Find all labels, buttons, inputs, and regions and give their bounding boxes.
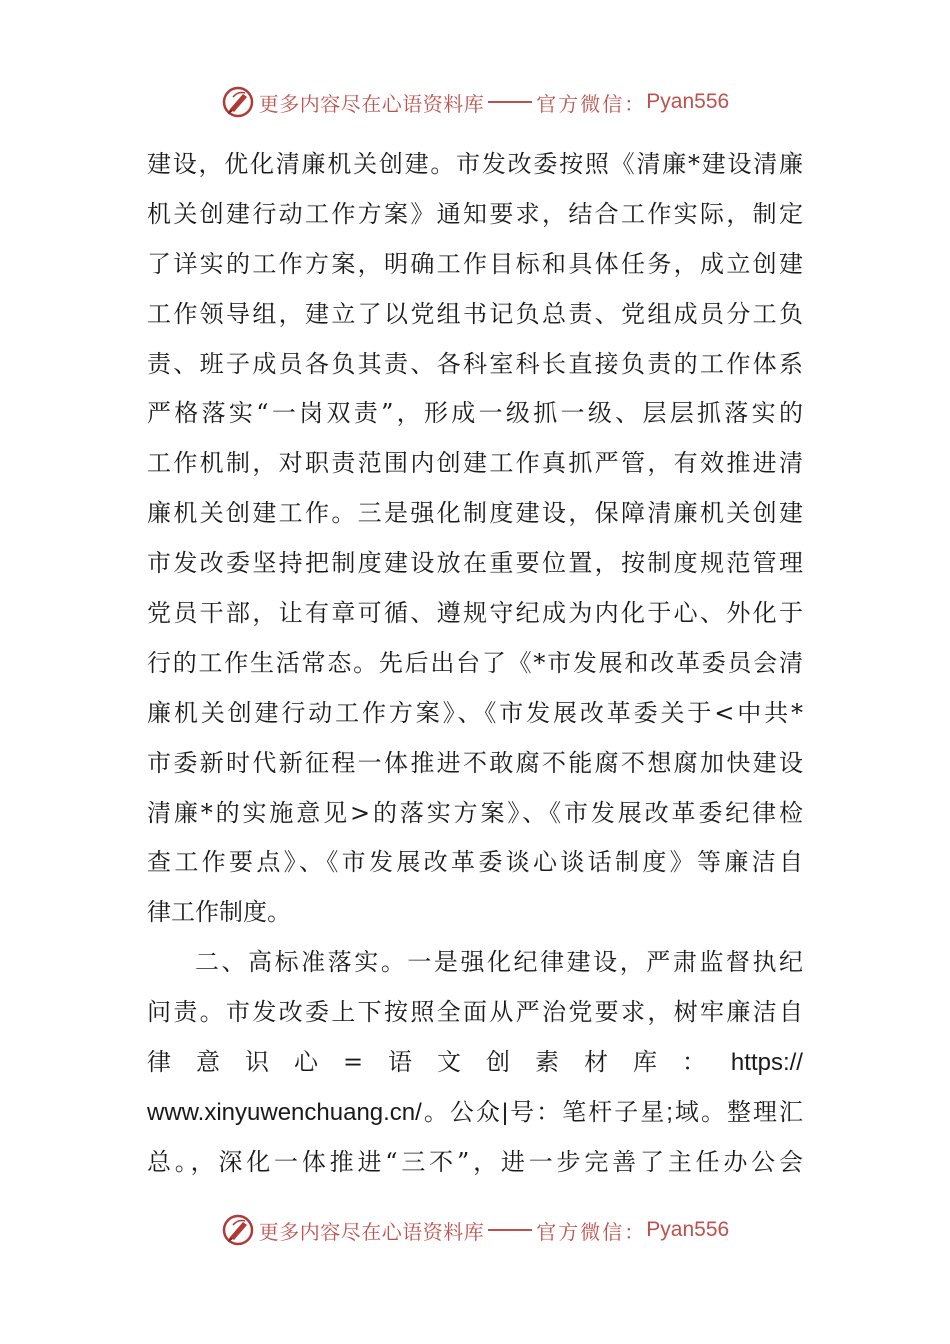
body-line: 廉机关创建工作。三是强化制度建设，保障清廉机关创建 bbox=[147, 499, 803, 528]
body-line: 廉机关创建行动工作方案》、《市发展改革委关于<中共* bbox=[147, 698, 803, 727]
body-line: 市发改委坚持把制度建设放在重要位置，按制度规范管理 bbox=[147, 549, 803, 578]
body-line: 工作机制，对职责范围内创建工作真抓严管，有效推进清 bbox=[147, 449, 803, 478]
spread-char: 意 bbox=[195, 1048, 220, 1077]
header-banner bbox=[0, 80, 950, 124]
paragraph-end-line: 律工作制度。 bbox=[147, 898, 291, 927]
spread-line bbox=[147, 1038, 803, 1088]
footer-banner bbox=[0, 1208, 950, 1252]
spread-char: 语 bbox=[388, 1048, 413, 1077]
footer-separator bbox=[488, 1229, 532, 1231]
body-line: 问责。市发改委上下按照全面从严治党要求，树牢廉洁自 bbox=[147, 998, 803, 1027]
spread-char: 素 bbox=[534, 1048, 559, 1077]
url-text: www.xinyuwenchuang.cn/。公众|号：笔杆子星;域。整理汇 bbox=[147, 1098, 803, 1126]
spread-char: ： bbox=[681, 1048, 706, 1077]
document-body bbox=[147, 140, 803, 1188]
body-line: 查工作要点》、《市发展改革委谈心谈话制度》等廉洁自 bbox=[147, 848, 803, 877]
body-line: 行的工作生活常态。先后出台了《*市发展和改革委员会清 bbox=[147, 648, 803, 677]
header-site-text: 更多内容尽在心语资料库 bbox=[258, 91, 485, 116]
spread-char: 心 bbox=[293, 1048, 318, 1077]
spread-char: 律 bbox=[147, 1048, 171, 1077]
spread-char: 材 bbox=[583, 1048, 608, 1077]
body-line: 市委新时代新征程一体推进不敢腐不能腐不想腐加快建设 bbox=[147, 748, 803, 777]
body-line: 党员干部，让有章可循、遵规守纪成为内化于心、外化于 bbox=[147, 599, 803, 628]
body-line: 了详实的工作方案，明确工作目标和具体任务，成立创建 bbox=[147, 249, 803, 278]
section-heading-line: 二、高标准落实。一是强化纪律建设，严肃监督执纪 bbox=[195, 948, 803, 977]
header-separator bbox=[488, 101, 532, 103]
spread-char: 创 bbox=[486, 1048, 510, 1077]
body-line: 工作领导组，建立了以党组书记负总责、党组成员分工负 bbox=[147, 299, 803, 328]
footer-wechat-id: Pyan556 bbox=[646, 1218, 730, 1241]
spread-char: 库 bbox=[632, 1048, 657, 1077]
body-line: 机关创建行动工作方案》通知要求，结合工作实际，制定 bbox=[147, 199, 803, 228]
body-line: 责、班子成员各负其责、各科室科长直接负责的工作体系 bbox=[147, 349, 803, 378]
pen-logo-icon bbox=[221, 85, 255, 119]
footer-site-text: 更多内容尽在心语资料库 bbox=[258, 1219, 485, 1244]
footer-wechat-label: 官方微信： bbox=[536, 1219, 647, 1244]
body-line: 建设，优化清廉机关创建。市发改委按照《清廉*建设清廉 bbox=[147, 150, 803, 178]
header-wechat-id: Pyan556 bbox=[646, 90, 730, 113]
header-wechat-label: 官方微信： bbox=[536, 91, 647, 116]
url-line bbox=[147, 1088, 803, 1138]
spread-char: 识 bbox=[244, 1048, 269, 1077]
spread-char: = bbox=[342, 1048, 364, 1077]
body-line: 严格落实“一岗双责”，形成一级抓一级、层层抓落实的 bbox=[147, 399, 803, 428]
body-line: 总。，深化一体推进“三不”，进一步完善了主任办公会 bbox=[147, 1147, 803, 1176]
spread-char: 文 bbox=[437, 1048, 462, 1077]
body-line: 清廉*的实施意见>的落实方案》、《市发展改革委纪律检 bbox=[147, 798, 803, 827]
pen-logo-icon bbox=[221, 1213, 255, 1247]
url-prefix: https:// bbox=[730, 1049, 803, 1077]
